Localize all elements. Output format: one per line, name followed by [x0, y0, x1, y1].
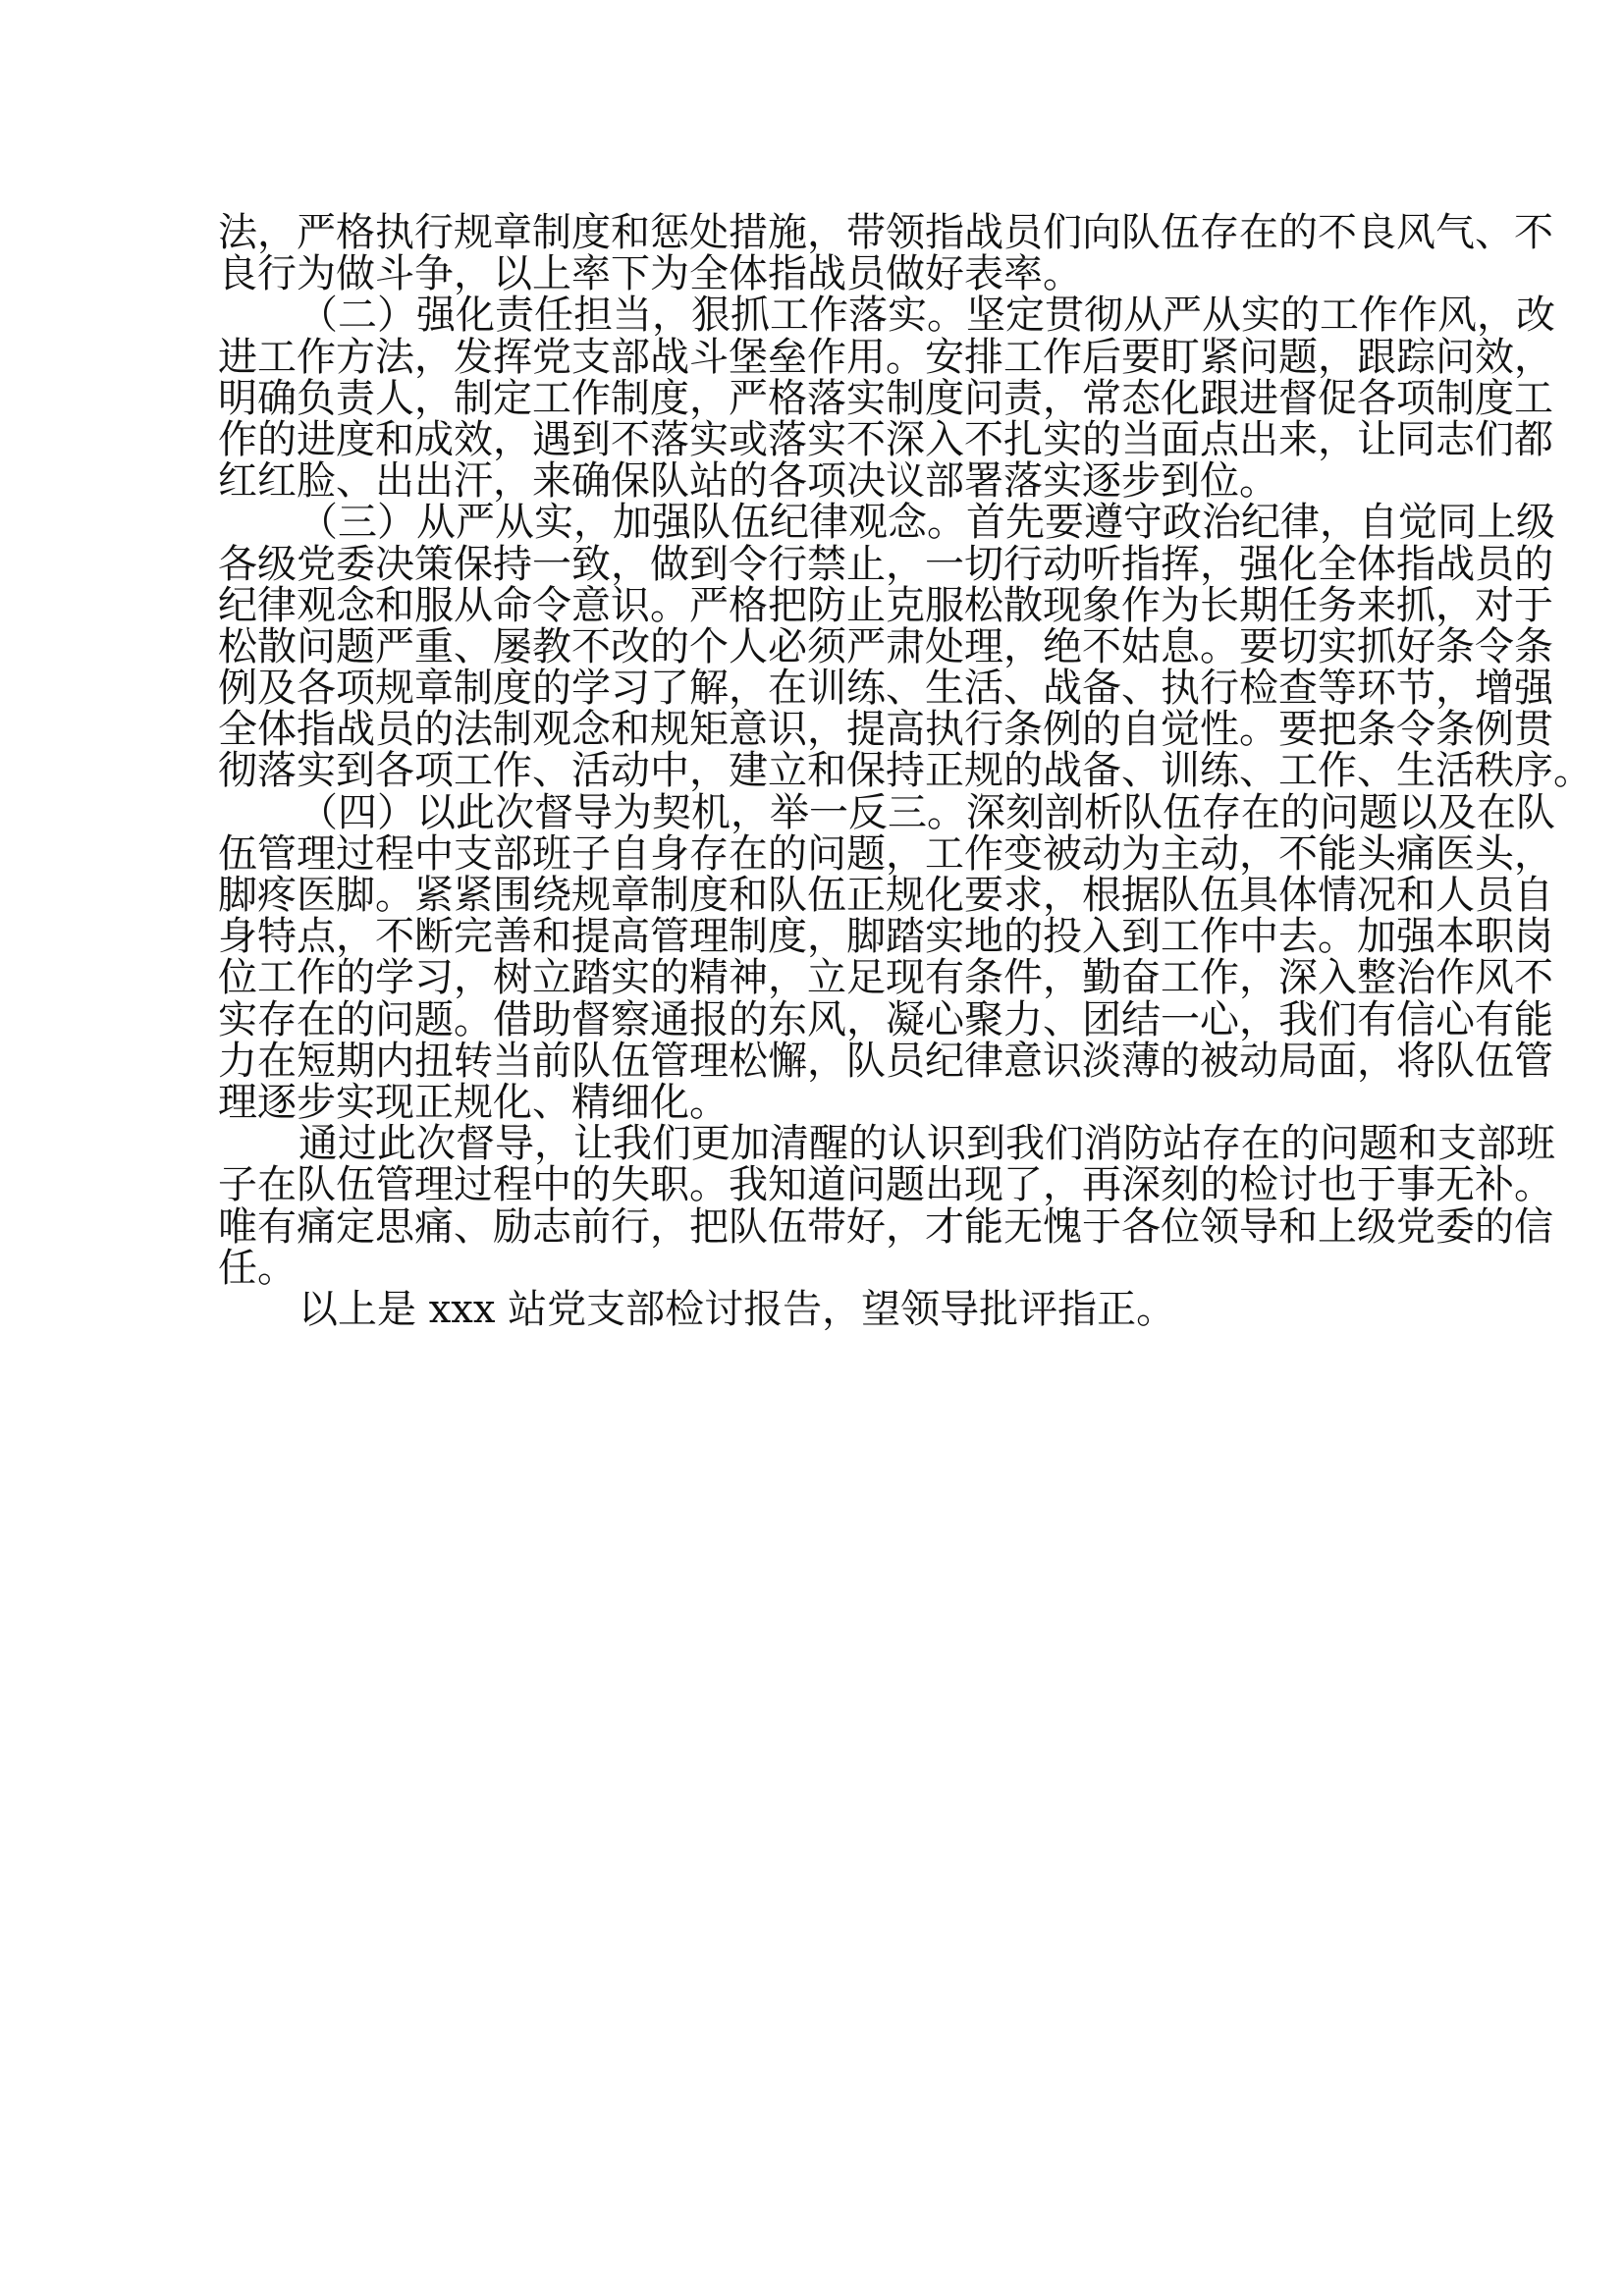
text-line: 进工作方法，发挥党支部战斗堡垒作用。安排工作后要盯紧问题，跟踪问效，: [218, 334, 1553, 380]
text-line: 任。: [218, 1245, 297, 1291]
paragraph: [218, 789, 1555, 1125]
text-line: 脚疼医脚。紧紧围绕规章制度和队伍正规化要求，根据队伍具体情况和人员自: [218, 873, 1553, 918]
paragraph: [218, 210, 1553, 297]
text-line: 唯有痛定思痛、励志前行，把队伍带好，才能无愧于各位领导和上级党委的信: [218, 1203, 1553, 1250]
text-line: 通过此次督导，让我们更加清醒的认识到我们消防站存在的问题和支部班: [298, 1121, 1555, 1167]
paragraph: [218, 1286, 1388, 1332]
text-line: 实存在的问题。借助督察通报的东风，凝心聚力、团结一心，我们有信心有能: [218, 996, 1553, 1042]
text-line: 彻落实到各项工作、活动中，建立和保持正规的战备、训练、工作、生活秩序。: [218, 748, 1593, 794]
text-line: 松散问题严重、屡教不改的个人必须严肃处理，绝不姑息。要切实抓好条令条: [218, 623, 1553, 669]
text-line: 子在队伍管理过程中的失职。我知道问题出现了，再深刻的检讨也于事无补。: [218, 1162, 1553, 1208]
text-line: 力在短期内扭转当前队伍管理松懈，队员纪律意识淡薄的被动局面，将队伍管: [218, 1038, 1553, 1084]
text-line: （三）从严从实，加强队伍纪律观念。首先要遵守政治纪律，自觉同上级: [298, 500, 1555, 546]
text-line: 纪律观念和服从命令意识。严格把防止克服松散现象作为长期任务来抓，对于: [218, 582, 1553, 628]
text-line: 红红脸、出出汗，来确保队站的各项决议部署落实逐步到位。: [218, 458, 1278, 505]
text-line: 作的进度和成效，遇到不落实或落实不深入不扎实的当面点出来，让同志们都: [218, 416, 1553, 462]
text-line: 以上是 xxx 站党支部检讨报告，望领导批评指正。: [298, 1286, 1176, 1332]
paragraph: [218, 293, 1555, 505]
paragraph: [218, 1121, 1555, 1291]
text-line: （二）强化责任担当，狠抓工作落实。坚定贯彻从严从实的工作作风，改: [298, 293, 1555, 339]
text-line: 全体指战员的法制观念和规矩意识，提高执行条例的自觉性。要把条令条例贯: [218, 707, 1553, 753]
text-line: 良行为做斗争，以上率下为全体指战员做好表率。: [218, 251, 1082, 297]
document-body: [218, 210, 1593, 1332]
text-line: 伍管理过程中支部班子自身存在的问题，工作变被动为主动，不能头痛医头，: [218, 830, 1553, 877]
text-line: 明确负责人，制定工作制度，严格落实制度问责，常态化跟进督促各项制度工: [218, 375, 1553, 421]
text-line: 身特点，不断完善和提高管理制度，脚踏实地的投入到工作中去。加强本职岗: [218, 914, 1553, 960]
text-line: 位工作的学习，树立踏实的精神，立足现有条件，勤奋工作，深入整治作风不: [218, 955, 1553, 1001]
text-line: 法，严格执行规章制度和惩处措施，带领指战员们向队伍存在的不良风气、不: [218, 210, 1553, 255]
text-line: （四）以此次督导为契机，举一反三。深刻剖析队伍存在的问题以及在队: [298, 789, 1555, 835]
text-line: 各级党委决策保持一致，做到令行禁止，一切行动听指挥，强化全体指战员的: [218, 541, 1553, 587]
text-line: 理逐步实现正规化、精细化。: [218, 1079, 729, 1125]
paragraph: [218, 500, 1593, 794]
text-line: 例及各项规章制度的学习了解，在训练、生活、战备、执行检查等环节，增强: [218, 666, 1553, 712]
